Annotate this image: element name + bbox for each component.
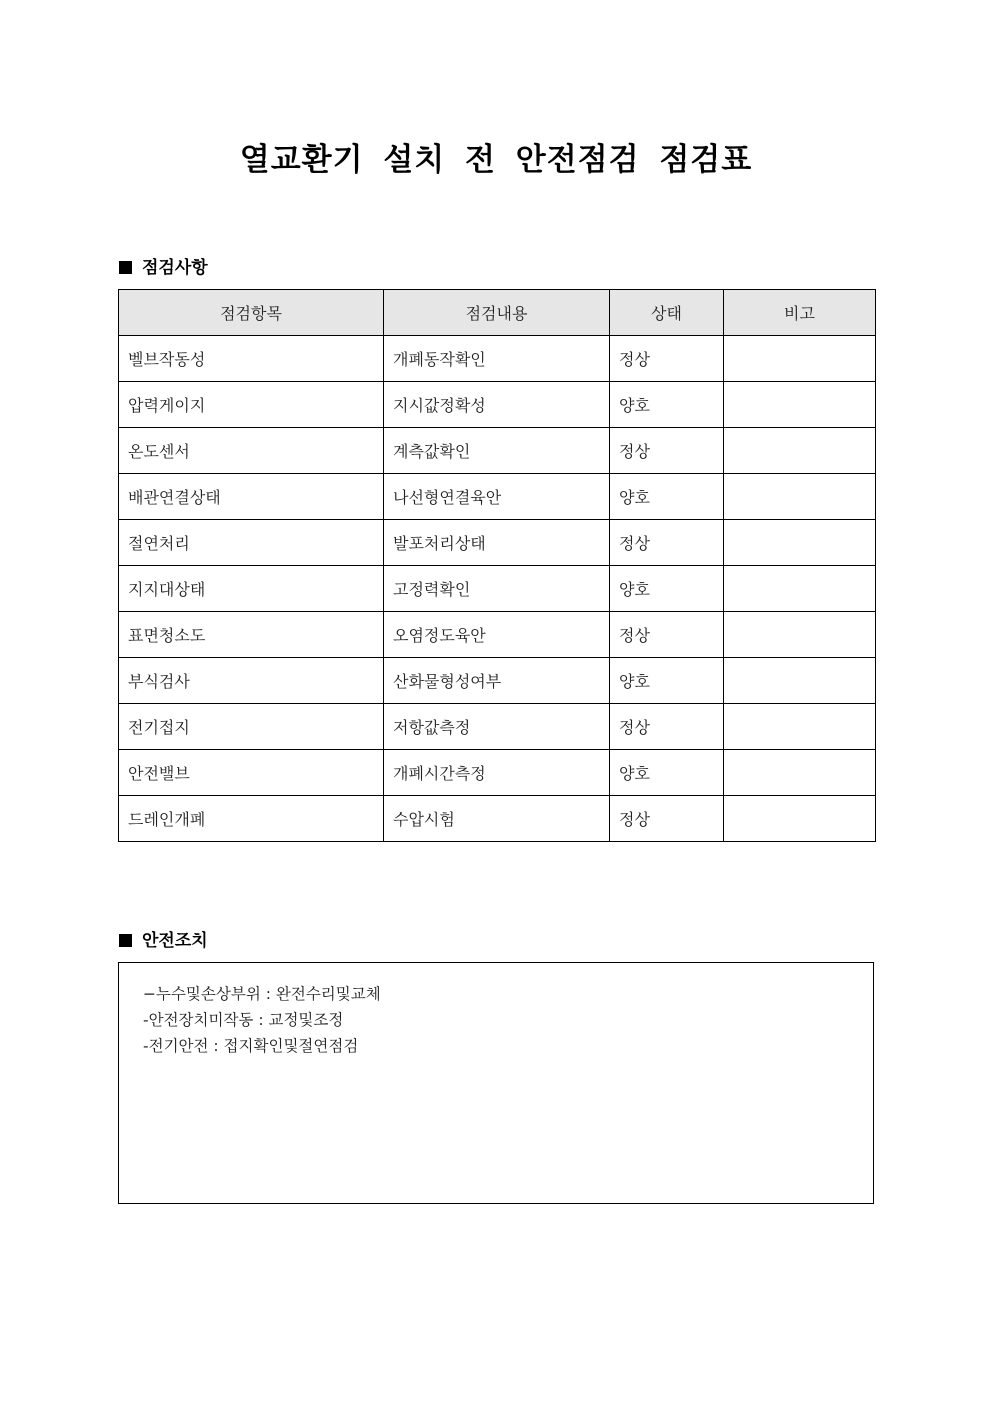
table-row <box>119 612 876 658</box>
cell-item: 압력게이지 <box>119 382 384 428</box>
cell-status: 정상 <box>610 796 724 842</box>
cell-note <box>724 382 876 428</box>
cell-content: 수압시험 <box>384 796 610 842</box>
cell-item: 벨브작동성 <box>119 336 384 382</box>
cell-status: 양호 <box>610 566 724 612</box>
safety-measures-box <box>118 962 874 1204</box>
cell-item: 배관연결상태 <box>119 474 384 520</box>
cell-content: 산화물형성여부 <box>384 658 610 704</box>
column-header-note: 비고 <box>724 290 876 336</box>
square-bullet-icon <box>119 934 132 947</box>
cell-status: 양호 <box>610 382 724 428</box>
cell-note <box>724 750 876 796</box>
section-heading-label: 점검사항 <box>142 258 208 278</box>
safety-line: −누수및손상부위 : 완전수리및교체 <box>143 985 381 1003</box>
cell-status: 양호 <box>610 474 724 520</box>
safety-line: -안전장치미작동 : 교정및조정 <box>143 1011 344 1029</box>
cell-item: 온도센서 <box>119 428 384 474</box>
cell-content: 고정력확인 <box>384 566 610 612</box>
cell-note <box>724 428 876 474</box>
table-row <box>119 796 876 842</box>
table-row <box>119 520 876 566</box>
cell-status: 정상 <box>610 704 724 750</box>
cell-item: 부식검사 <box>119 658 384 704</box>
cell-note <box>724 474 876 520</box>
section-heading-label: 안전조치 <box>142 931 208 951</box>
table-row <box>119 750 876 796</box>
cell-status: 정상 <box>610 520 724 566</box>
cell-content: 지시값정확성 <box>384 382 610 428</box>
cell-content: 나선형연결육안 <box>384 474 610 520</box>
cell-content: 발포처리상태 <box>384 520 610 566</box>
cell-status: 정상 <box>610 612 724 658</box>
table-row <box>119 382 876 428</box>
section-heading-inspection <box>119 253 208 278</box>
table-row <box>119 428 876 474</box>
cell-note <box>724 658 876 704</box>
safety-line: -전기안전 : 접지확인및절연점검 <box>143 1037 359 1055</box>
cell-content: 개폐동작확인 <box>384 336 610 382</box>
cell-content: 계측값확인 <box>384 428 610 474</box>
column-header-item: 점검항목 <box>119 290 384 336</box>
table-header-row <box>119 290 876 336</box>
cell-item: 표면청소도 <box>119 612 384 658</box>
column-header-status: 상태 <box>610 290 724 336</box>
cell-content: 개폐시간측정 <box>384 750 610 796</box>
table-row <box>119 336 876 382</box>
cell-content: 오염정도육안 <box>384 612 610 658</box>
cell-status: 정상 <box>610 336 724 382</box>
section-heading-safety <box>119 926 208 951</box>
cell-note <box>724 704 876 750</box>
square-bullet-icon <box>119 261 132 274</box>
cell-status: 양호 <box>610 750 724 796</box>
table-row <box>119 704 876 750</box>
cell-item: 드레인개폐 <box>119 796 384 842</box>
cell-status: 양호 <box>610 658 724 704</box>
table-row <box>119 566 876 612</box>
cell-note <box>724 336 876 382</box>
cell-note <box>724 566 876 612</box>
cell-item: 안전밸브 <box>119 750 384 796</box>
cell-note <box>724 796 876 842</box>
page-title: 열교환기 설치 전 안전점검 점검표 <box>239 142 753 178</box>
table-row <box>119 474 876 520</box>
cell-item: 전기접지 <box>119 704 384 750</box>
cell-item: 지지대상태 <box>119 566 384 612</box>
inspection-table <box>118 289 876 842</box>
column-header-content: 점검내용 <box>384 290 610 336</box>
cell-content: 저항값측정 <box>384 704 610 750</box>
cell-item: 절연처리 <box>119 520 384 566</box>
cell-status: 정상 <box>610 428 724 474</box>
cell-note <box>724 612 876 658</box>
cell-note <box>724 520 876 566</box>
table-row <box>119 658 876 704</box>
